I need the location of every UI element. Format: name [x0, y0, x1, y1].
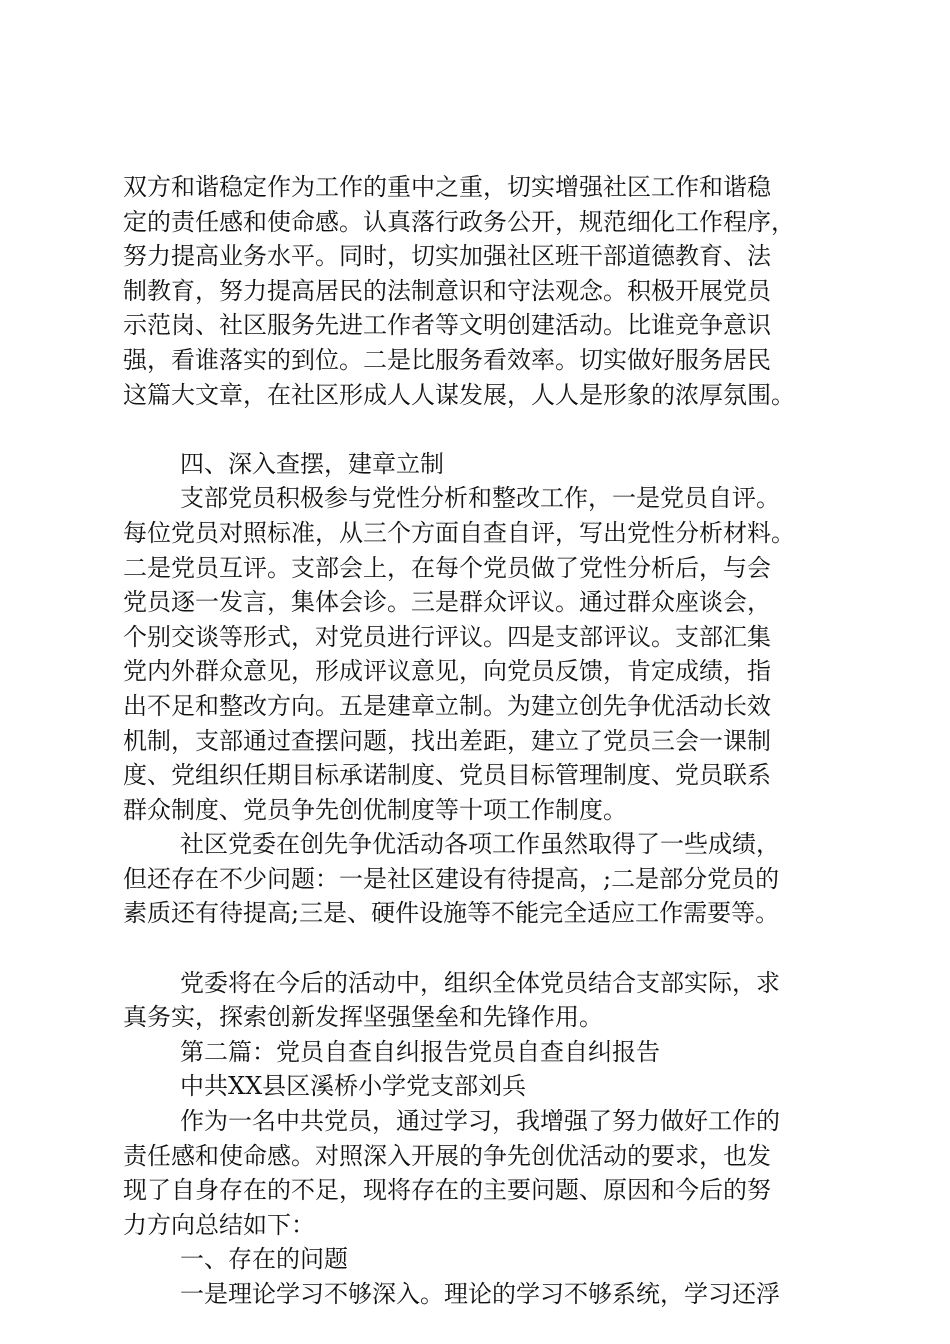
text-line: 社区党委在创先争优活动各项工作虽然取得了一些成绩，: [180, 830, 780, 859]
text-line: 力方向总结如下：: [123, 1210, 315, 1239]
article-title: 第二篇：党员自查自纠报告党员自查自纠报告: [180, 1037, 660, 1066]
text-line: 强，看谁落实的到位。二是比服务看效率。切实做好服务居民: [123, 345, 771, 374]
text-line: 定的责任感和使命感。认真落行政务公开，规范细化工作程序，: [123, 207, 795, 236]
text-line: 素质还有待提高;三是、硬件设施等不能完全适应工作需要等。: [123, 899, 780, 928]
text-line: 党委将在今后的活动中，组织全体党员结合支部实际，求: [180, 968, 780, 997]
text-line: 支部党员积极参与党性分析和整改工作，一是党员自评。: [180, 484, 780, 513]
text-line: 一是理论学习不够深入。理论的学习不够系统，学习还浮: [180, 1280, 780, 1308]
text-line: 双方和谐稳定作为工作的重中之重，切实增强社区工作和谐稳: [123, 173, 771, 201]
text-line: 党员逐一发言，集体会诊。三是群众评议。通过群众座谈会，: [123, 588, 771, 617]
text-line: 二是党员互评。支部会上，在每个党员做了党性分析后，与会: [123, 553, 771, 582]
text-line: 现了自身存在的不足，现将存在的主要问题、原因和今后的努: [123, 1176, 771, 1205]
text-line: 个别交谈等形式，对党员进行评议。四是支部评议。支部汇集: [123, 622, 771, 651]
text-line: 制教育，努力提高居民的法制意识和守法观念。积极开展党员: [123, 276, 771, 305]
text-line: 群众制度、党员争先创优制度等十项工作制度。: [123, 795, 627, 824]
text-line: 示范岗、社区服务先进工作者等文明创建活动。比谁竞争意识: [123, 311, 771, 340]
article-author: 中共XX县区溪桥小学党支部刘兵: [180, 1072, 527, 1101]
paragraph-gap: [123, 931, 843, 966]
text-line: 这篇大文章，在社区形成人人谋发展，人人是形象的浓厚氛围。: [123, 380, 795, 409]
text-line: 作为一名中共党员，通过学习，我增强了努力做好工作的: [180, 1107, 780, 1136]
section-heading: 四、深入查摆，建章立制: [180, 449, 444, 478]
paragraph-gap: [123, 412, 843, 447]
section-heading: 一、存在的问题: [180, 1245, 348, 1274]
text-line: 努力提高业务水平。同时，切实加强社区班干部道德教育、法: [123, 242, 771, 271]
document-body: [123, 170, 843, 1312]
text-line: 党内外群众意见，形成评议意见，向党员反馈，肯定成绩，指: [123, 657, 771, 686]
text-line: 每位党员对照标准，从三个方面自查自评，写出党性分析材料。: [123, 518, 795, 547]
text-line: 真务实，探索创新发挥坚强堡垒和先锋作用。: [123, 1003, 603, 1032]
text-line: 出不足和整改方向。五是建章立制。为建立创先争优活动长效: [123, 691, 771, 720]
text-line: 度、党组织任期目标承诺制度、党员目标管理制度、党员联系: [123, 761, 771, 790]
text-line: 机制，支部通过查摆问题，找出差距，建立了党员三会一课制: [123, 726, 771, 755]
text-line: 责任感和使命感。对照深入开展的争先创优活动的要求，也发: [123, 1141, 771, 1170]
text-line: 但还存在不少问题：一是社区建设有待提高，;二是部分党员的: [123, 864, 780, 893]
